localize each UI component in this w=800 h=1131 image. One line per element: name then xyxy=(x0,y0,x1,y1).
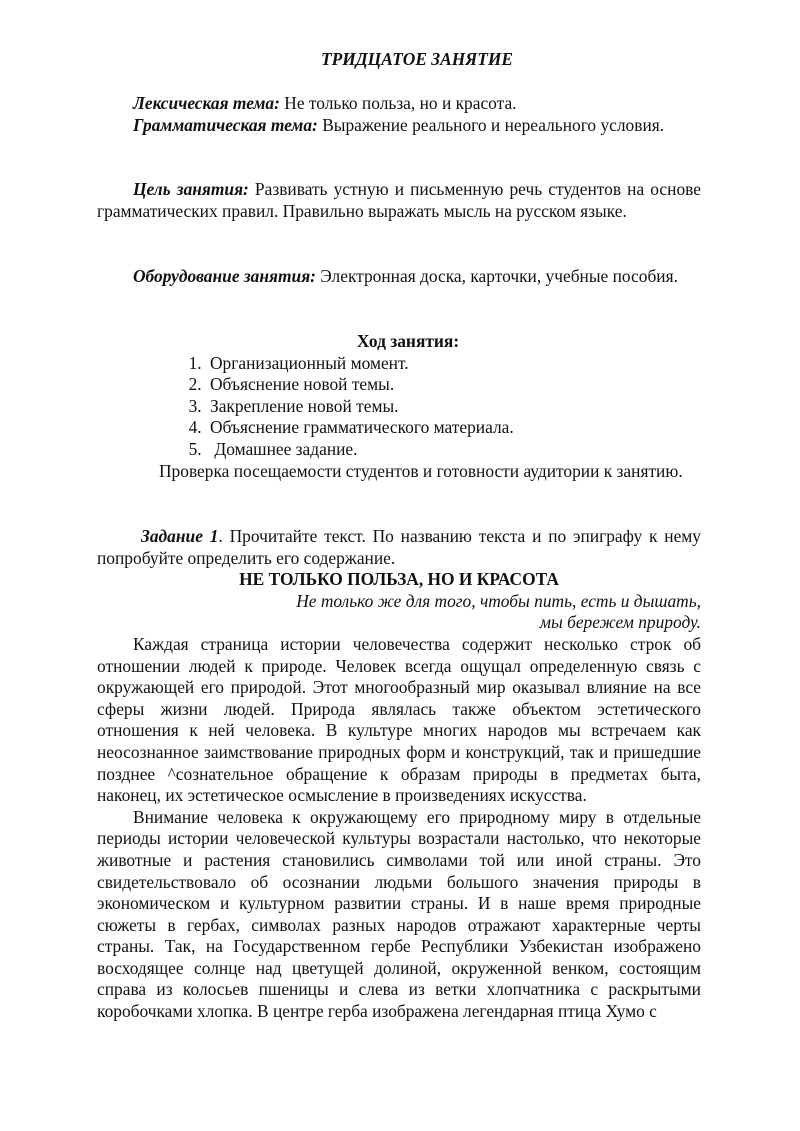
attendance-note: Проверка посещаемости студентов и готовности аудитории к занятию. xyxy=(159,460,683,481)
plan-item: 4. Объяснение грамматического материала. xyxy=(206,417,701,439)
reading-paragraph: Каждая страница истории человечества содержит несколько строк об отношении людей к природе. Человек всегда ощущал определенную связь с окружающей его природой. Этот многообразный мир оказывал влияние на все сферы жизни людей. Природа являлась также объектом эстетического отношения к ней человека. В культуре многих народов мы встречаем как неосознанное заимствование природных форм и конструкций, так и пришедшие позднее ^сознательное обращение к образам природы в предметах быта, наконец, их эстетическое осмысление в произведениях искусства. xyxy=(97,633,701,806)
reading-heading: НЕ ТОЛЬКО ПОЛЬЗА, НО И КРАСОТА xyxy=(239,569,559,590)
lexical-topic xyxy=(97,93,701,115)
lexical-topic-label: Лексическая тема: xyxy=(133,93,280,113)
reading-paragraph: Внимание человека к окружающему его природному миру в отдельные периоды истории человеческой культуры возрастали настолько, что некоторые животные и растения становились символами той или иной страны. Это свидетельствовало об осознании людьми большого значения природы в экономическом и культурном развитии страны. И в наше время природные сюжеты в гербах, символах разных народов отражают характерные черты страны. Так, на Государственном гербе Республики Узбекистан изображено восходящее солнце над цветущей долиной, окруженной венком, состоящим справа из колосьев пшеницы и слева из ветки хлопчатника с раскрытыми коробочками хлопка. В центре герба изображена легендарная птица Хумо с xyxy=(97,806,701,1022)
grammar-topic xyxy=(97,115,701,137)
epigraph-line: мы бережем природу. xyxy=(539,612,701,633)
lesson-goal-label: Цель занятия: xyxy=(133,179,249,199)
lesson-goal-text: Развивать устную и письменную речь студентов на основе грамматических правил. Правильно выражать мысль на русском языке. xyxy=(97,179,701,221)
lesson-equipment-label: Оборудование занятия: xyxy=(133,266,316,286)
plan-item: 2. Объяснение новой темы. xyxy=(206,374,701,396)
lexical-topic-text: Не только польза, но и красота. xyxy=(279,93,517,113)
lesson-equipment-text: Электронная доска, карточки, учебные пособия. xyxy=(315,266,678,286)
lesson-plan-list xyxy=(97,353,701,461)
lesson-title: ТРИДЦАТОЕ ЗАНЯТИЕ xyxy=(321,49,513,69)
lesson-goal xyxy=(97,179,701,222)
plan-item: 3. Закрепление новой темы. xyxy=(206,396,701,418)
epigraph-line: Не только же для того, чтобы пить, есть и дышать, xyxy=(296,590,701,611)
task-block xyxy=(97,526,701,1023)
task-text: . Прочитайте текст. По названию текста и по эпиграфу к нему попробуйте определить его содержание. xyxy=(97,526,701,568)
plan-item: 5. Домашнее задание. xyxy=(206,439,701,461)
lesson-plan xyxy=(97,331,701,482)
task-label: Задание 1 xyxy=(141,526,219,546)
plan-item: 1. Организационный момент. xyxy=(206,353,701,375)
lesson-equipment xyxy=(97,266,701,288)
grammar-topic-text: Выражение реального и нереального условия. xyxy=(317,115,665,135)
lesson-plan-heading: Ход занятия: xyxy=(356,331,460,351)
grammar-topic-label: Грамматическая тема: xyxy=(133,115,318,135)
